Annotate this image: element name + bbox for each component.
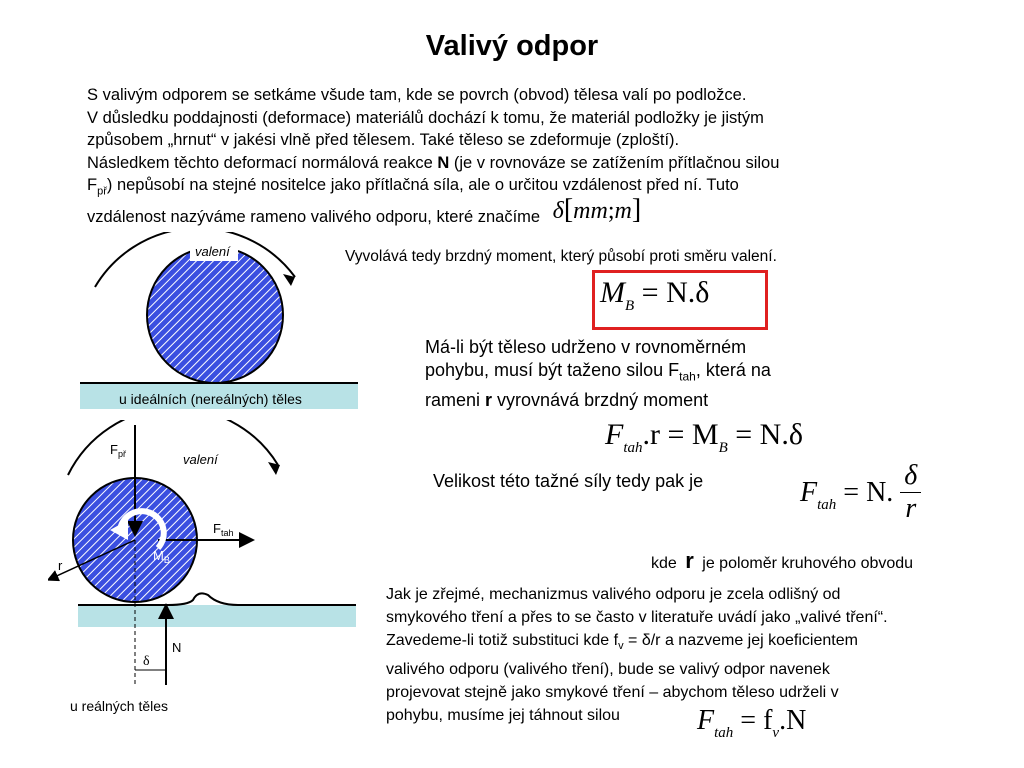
friction-line: projevovat stejně jako smykové tření – abychom těleso udrželi v [386, 684, 839, 702]
radius-label: r [58, 558, 63, 573]
friction-equation: $F_{tah} = f_v.N$ [697, 705, 807, 741]
traction-force-label: $F_{tah}$ [213, 521, 234, 538]
intro-line: S valivým odporem se setkáme všude tam, kde se povrch (obvod) tělesa valí po podložce. [87, 86, 747, 104]
traction-line: Má-li být těleso udrženo v rovnoměrném [425, 337, 747, 357]
radius-note: kde r je poloměr kruhového obvodu [651, 548, 914, 573]
traction-paragraph [425, 336, 771, 412]
braking-moment-text: Vyvolává tedy brzdný moment, který působí proti směru valení. [345, 248, 777, 265]
diagram2-rolling-label: valení [183, 452, 218, 467]
friction-line: Zavedeme-li totiž substituci kde $f_v = \delta/r$ a nazveme jej koeficientem [386, 632, 858, 653]
rolling-wheel [147, 247, 283, 383]
delta-over-r: $\frac{\delta}{r}$ [900, 460, 921, 525]
friction-line: pohybu, musíme jej táhnout silou [386, 707, 620, 725]
intro-line: V důsledku poddajnosti (deformace) materiálů dochází k tomu, že materiál podložky je jistým [87, 108, 764, 127]
moment-equation: $M_B = N.\delta$ [600, 276, 710, 314]
intro-line: Následkem těchto deformací normálová reakce N (je v rovnováze se zatížením přítlačnou silou [87, 153, 780, 172]
diagram1-rolling-label: valení [195, 244, 230, 259]
intro-line: $F_{př}$) nepůsobí na stejné nositelce jako přítlačná síla, ale o určitou vzdálenost před ní. Tuto [87, 176, 739, 198]
diagram1-caption: u ideálních (nereálných) těles [119, 391, 302, 407]
delta-unit-formula: δ[mm;m] [552, 193, 642, 225]
real-rolling-diagram [48, 420, 358, 720]
pressure-force-label: $F_{př}$ [110, 442, 126, 459]
delta-label: δ [143, 654, 150, 669]
force-size-equation: $F_{tah} = N$. $\frac{\delta}{r}$ [800, 460, 921, 525]
diagram2-caption: u reálných těles [70, 698, 169, 714]
braking-moment-label: $M_B$ [153, 548, 170, 565]
friction-line: smykového tření a přes to se často v literatuře uvádí jako „valivé tření“. [386, 609, 888, 626]
page-title: Valivý odpor [425, 30, 599, 62]
ground-surface [78, 605, 356, 627]
traction-line: rameni r vyrovnává brzdný moment [425, 389, 709, 410]
force-size-text: Velikost této tažné síly tedy pak je [433, 471, 704, 491]
normal-reaction-label: N [172, 640, 182, 655]
intro-paragraph [87, 84, 967, 228]
ideal-rolling-diagram [55, 232, 360, 412]
friction-line: Jak je zřejmé, mechanizmus valivého odporu je zcela odlišný od [386, 586, 841, 603]
traction-equation: $F_{tah}.r = M_B = N.\delta$ [605, 418, 803, 456]
traction-line: pohybu, musí být taženo silou $F_{tah}$, která na [425, 360, 771, 384]
rolling-direction-arrow [68, 420, 278, 475]
intro-line: způsobem „hrnut“ v jakési vlně před tělesem. Také těleso se zdeformuje (zploští). [87, 131, 680, 149]
intro-line: vzdálenost nazýváme rameno valivého odporu, které značíme δ[mm;m] [87, 193, 642, 226]
friction-line: valivého odporu (valivého tření), bude se valivý odpor navenek [386, 661, 830, 679]
